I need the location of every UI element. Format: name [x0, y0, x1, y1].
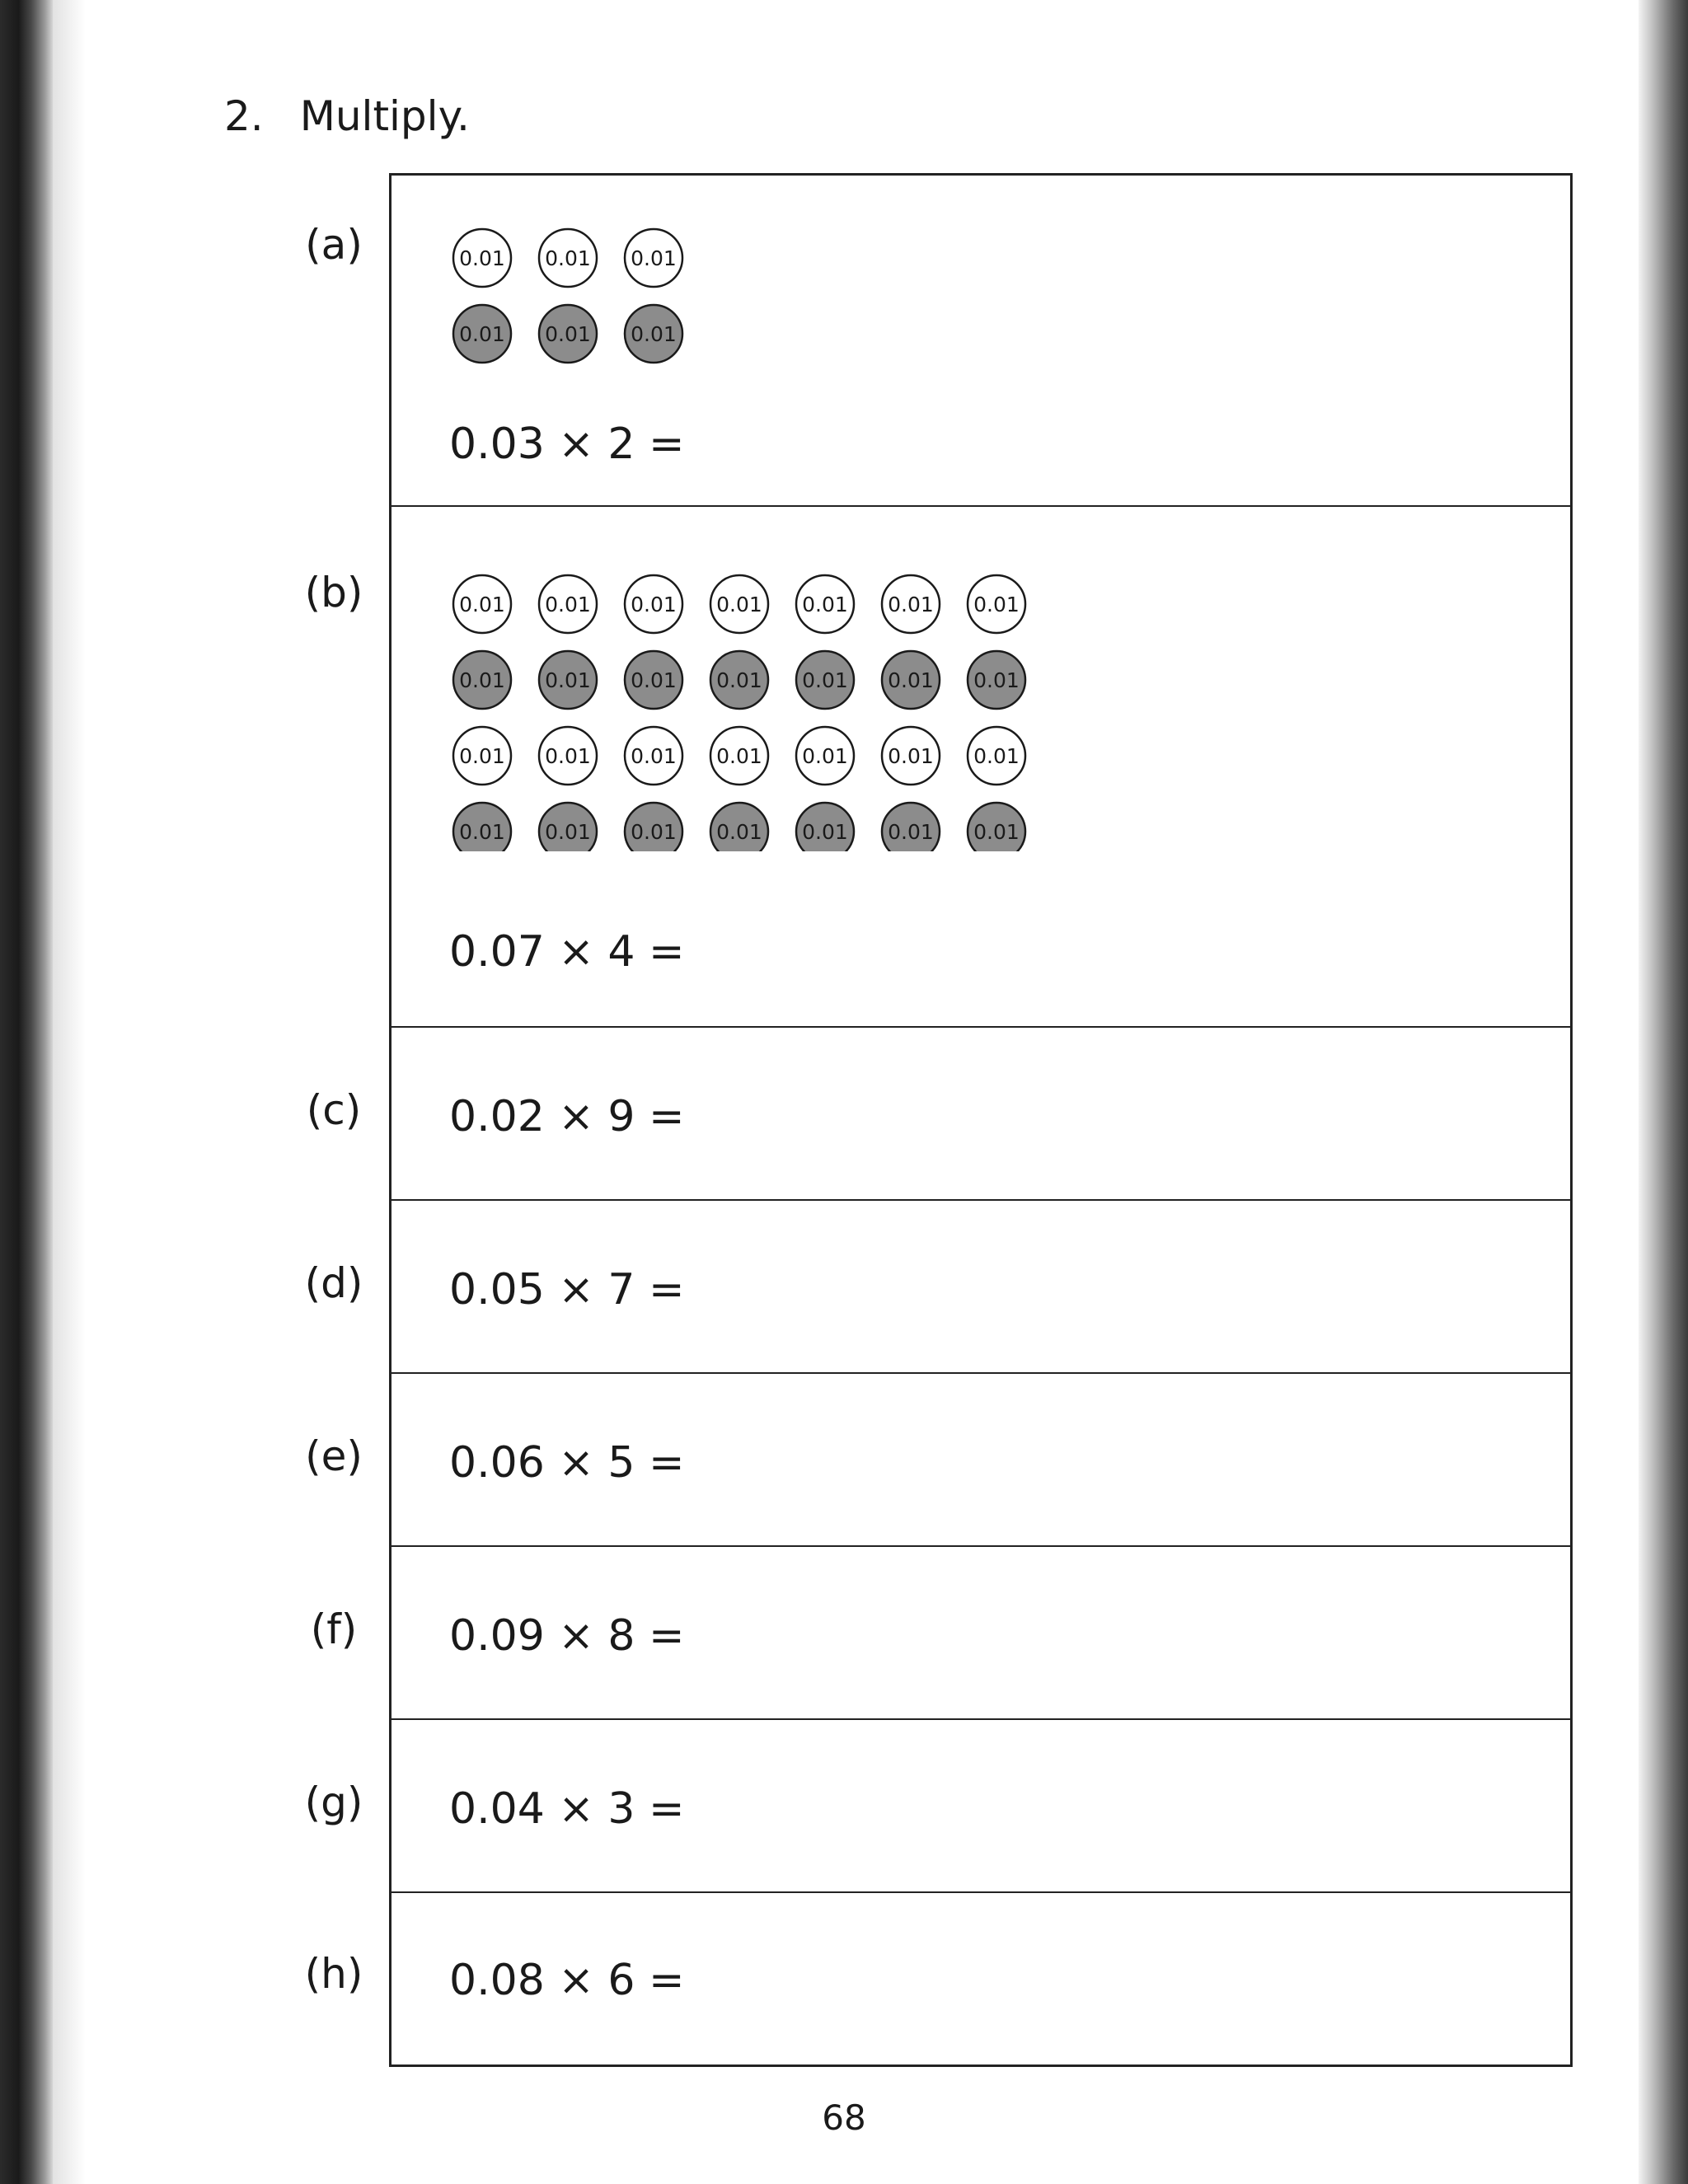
- counter-a-open: [539, 229, 597, 287]
- counter-value: 0.01: [545, 246, 591, 270]
- counter-b-open: [710, 575, 768, 633]
- counter-b-shaded: [539, 651, 597, 709]
- place-value-counters: [392, 176, 1570, 851]
- counter-b-open: [796, 575, 854, 633]
- label-h: (h): [304, 1950, 363, 1998]
- equation-d: 0.05 × 7 =: [449, 1265, 685, 1315]
- counter-a-shaded: [453, 305, 511, 363]
- counter-value: 0.01: [631, 668, 677, 692]
- row-divider: [392, 1545, 1570, 1547]
- counter-value: 0.01: [802, 820, 848, 844]
- equation-e: 0.06 × 5 =: [449, 1438, 685, 1488]
- counter-value: 0.01: [716, 820, 762, 844]
- binding-shadow-right: [1639, 0, 1688, 2184]
- counter-value: 0.01: [545, 820, 591, 844]
- counter-value: 0.01: [716, 744, 762, 768]
- counter-a-open: [453, 229, 511, 287]
- counter-value: 0.01: [545, 322, 591, 346]
- counter-value: 0.01: [716, 593, 762, 616]
- equation-f: 0.09 × 8 =: [449, 1611, 685, 1661]
- counter-b-open: [796, 727, 854, 785]
- counter-b-shaded: [796, 651, 854, 709]
- counter-b-shaded: [796, 803, 854, 851]
- counter-b-shaded: [882, 803, 940, 851]
- counter-value: 0.01: [888, 668, 934, 692]
- label-a: (a): [305, 221, 363, 269]
- equation-h: 0.08 × 6 =: [449, 1956, 685, 2005]
- counter-a-open: [625, 229, 682, 287]
- counter-value: 0.01: [631, 246, 677, 270]
- counter-value: 0.01: [459, 668, 505, 692]
- counter-value: 0.01: [888, 820, 934, 844]
- row-divider: [392, 505, 1570, 507]
- counter-value: 0.01: [631, 744, 677, 768]
- row-divider: [392, 1891, 1570, 1893]
- counter-value: 0.01: [631, 322, 677, 346]
- counter-value: 0.01: [973, 820, 1020, 844]
- counter-value: 0.01: [545, 593, 591, 616]
- counter-value: 0.01: [802, 744, 848, 768]
- counter-b-shaded: [453, 803, 511, 851]
- row-divider: [392, 1372, 1570, 1374]
- binding-shadow-left: [0, 0, 53, 2184]
- counter-value: 0.01: [459, 593, 505, 616]
- equation-b: 0.07 × 4 =: [449, 927, 685, 977]
- label-c: (c): [306, 1086, 362, 1134]
- counter-b-open: [625, 727, 682, 785]
- counter-value: 0.01: [802, 593, 848, 616]
- counter-b-open: [968, 727, 1025, 785]
- counter-value: 0.01: [888, 593, 934, 616]
- equation-a: 0.03 × 2 =: [449, 419, 685, 469]
- label-d: (d): [304, 1259, 363, 1307]
- counter-value: 0.01: [459, 322, 505, 346]
- counter-value: 0.01: [459, 246, 505, 270]
- counter-value: 0.01: [545, 668, 591, 692]
- row-divider: [392, 1718, 1570, 1720]
- counter-b-open: [539, 727, 597, 785]
- counter-b-open: [710, 727, 768, 785]
- counter-value: 0.01: [459, 744, 505, 768]
- counter-b-open: [882, 575, 940, 633]
- counter-b-open: [625, 575, 682, 633]
- counter-value: 0.01: [716, 668, 762, 692]
- counter-b-open: [539, 575, 597, 633]
- counter-b-open: [882, 727, 940, 785]
- counter-b-shaded: [453, 651, 511, 709]
- counter-b-shaded: [539, 803, 597, 851]
- question-heading: [224, 92, 470, 140]
- counter-a-shaded: [539, 305, 597, 363]
- page-number: 68: [822, 2097, 866, 2138]
- equation-c: 0.02 × 9 =: [449, 1092, 685, 1141]
- counter-value: 0.01: [802, 668, 848, 692]
- counter-b-shaded: [968, 651, 1025, 709]
- row-divider: [392, 1026, 1570, 1028]
- counter-value: 0.01: [631, 593, 677, 616]
- equation-g: 0.04 × 3 =: [449, 1784, 685, 1834]
- label-b: (b): [304, 569, 363, 616]
- counter-value: 0.01: [973, 744, 1020, 768]
- label-f: (f): [310, 1605, 358, 1653]
- problems-table: [389, 173, 1573, 2067]
- row-divider: [392, 1199, 1570, 1201]
- counter-value: 0.01: [459, 820, 505, 844]
- label-g: (g): [304, 1779, 363, 1826]
- counter-b-shaded: [968, 803, 1025, 851]
- counter-value: 0.01: [973, 668, 1020, 692]
- counter-value: 0.01: [545, 744, 591, 768]
- counter-b-shaded: [882, 651, 940, 709]
- counter-value: 0.01: [888, 744, 934, 768]
- counter-b-open: [453, 575, 511, 633]
- question-title: Multiply.: [299, 92, 470, 140]
- question-number: 2.: [224, 92, 264, 140]
- counter-value: 0.01: [631, 820, 677, 844]
- counter-b-shaded: [625, 651, 682, 709]
- counter-b-open: [453, 727, 511, 785]
- counter-b-shaded: [710, 651, 768, 709]
- counter-value: 0.01: [973, 593, 1020, 616]
- counter-b-shaded: [710, 803, 768, 851]
- counter-a-shaded: [625, 305, 682, 363]
- label-e: (e): [305, 1432, 363, 1480]
- binding-fade-left: [53, 0, 86, 2184]
- counter-b-open: [968, 575, 1025, 633]
- counter-b-shaded: [625, 803, 682, 851]
